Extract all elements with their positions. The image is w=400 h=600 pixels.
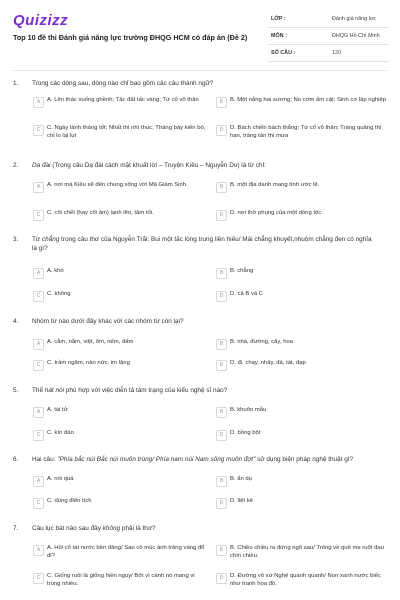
option-letter: C <box>33 291 44 302</box>
option-text: C. Giống ruồi là giống hiền ngụy/ Bởi vì cánh nó mang vi trùng nhiều. <box>47 573 195 587</box>
question-text-part: (Trong câu Dạ đài cách mặt khuất lời – Truyện Kiều – Nguyễn Du) là từ chỉ: <box>50 162 266 169</box>
option-letter: B <box>216 545 227 556</box>
option-letter: A <box>33 268 44 279</box>
option-letter: C <box>33 210 44 221</box>
question-text-part: Câu lục bát nào sau đây <box>32 525 103 532</box>
option-letter: C <box>33 125 44 136</box>
option-letter: A <box>33 339 44 350</box>
option-text: B. Chiều chiều ra đứng ngõ sau/ Trông về quê mẹ ruột đau chín chiều. <box>230 545 384 559</box>
option-letter: C <box>33 498 44 509</box>
question-text-emphasis: "Phía bắc núi Bắc núi muôn trùng/ Phía nam núi Nam sông muôn đợt" <box>57 456 256 463</box>
option-text: C. kín đáo <box>47 430 74 436</box>
question-text-part: Thể <box>32 387 45 394</box>
option-text: A. Lên thác xuống ghềnh; Tấc đất tấc vàng; Tứ cố vô thân <box>47 97 199 103</box>
meta-row-count <box>268 45 389 62</box>
option-letter: A <box>33 97 44 108</box>
option-letter: A <box>33 407 44 418</box>
question-text-emphasis: chẳng <box>41 236 60 243</box>
option-text: D. liệt kê <box>230 498 253 504</box>
option-text: B. Một nắng hai sương; No cơm ấm cật; Sinh cơ lập nghiệp <box>230 97 387 103</box>
option-text: D. nơi thờ phụng của một dòng tộc. <box>230 210 323 216</box>
question-text-part: Nhóm từ nào dưới đây khác với các nhóm từ còn lại? <box>32 318 184 325</box>
question-text <box>32 525 372 534</box>
page-title: Top 10 đề thi Đánh giá năng lực trường ĐHQG HCM có đáp án (Đề 2) <box>13 33 248 42</box>
option-letter: B <box>216 407 227 418</box>
option-letter: A <box>33 476 44 487</box>
option-letter: D <box>216 573 227 584</box>
question-number: 4. <box>13 318 19 325</box>
question-text-part: phải là thơ? <box>120 525 156 532</box>
option-text: C. dùng điển tích <box>47 498 92 504</box>
meta-label: MÔN : <box>271 33 287 39</box>
option-text: D. đi, chạy, nhảy, đá, tát, đạp <box>230 360 306 366</box>
meta-table <box>268 11 389 62</box>
option-text: B. khuôn mẫu <box>230 407 267 413</box>
option-text: C. không <box>47 291 71 297</box>
option-text: D. Đường vô xứ Nghệ quanh quanh/ Non xanh nước biếc như tranh họa đồ. <box>230 573 381 587</box>
question-number: 2. <box>13 162 19 169</box>
question-text <box>32 387 372 396</box>
option-letter: D <box>216 498 227 509</box>
question-text <box>32 456 372 465</box>
option-text: B. nhà, đường, cây, hoa <box>230 339 294 345</box>
option-letter: A <box>33 182 44 193</box>
option-text: C. cõi chết (hay cõi âm) lạnh lẽo, tăm tối. <box>47 210 154 216</box>
question-number: 6. <box>13 456 19 463</box>
meta-row-subject <box>268 28 389 45</box>
meta-value: ĐHQG Hồ Chí Minh <box>332 33 380 39</box>
question-number: 1. <box>13 80 19 87</box>
question-number: 5. <box>13 387 19 394</box>
option-text: B. chẳng <box>230 268 254 274</box>
worksheet-header <box>0 0 400 66</box>
option-text: A. nơi mà Kiều sẽ đến chung sống với Mã Giám Sinh. <box>47 182 188 188</box>
question-text-part: sử dụng biện pháp nghệ thuật gì? <box>255 456 354 463</box>
meta-label: SỐ CÂU : <box>271 50 296 56</box>
question-text <box>32 80 372 89</box>
question-text-part: Từ <box>32 236 42 243</box>
meta-value: 120 <box>332 50 341 56</box>
question-text <box>32 162 372 171</box>
option-text: A. nói quá <box>47 476 74 482</box>
option-text: B. ẩn dụ <box>230 476 252 482</box>
quizizz-logo: Quizizz <box>13 12 69 29</box>
question-text-part: phù hợp với việc diễn tả tâm trạng của kiểu nghệ sĩ nào? <box>64 387 228 394</box>
option-letter: D <box>216 291 227 302</box>
question-number: 7. <box>13 525 19 532</box>
option-letter: B <box>216 339 227 350</box>
option-text: D. Bách chiến bách thắng; Tứ cố vô thân; Tràng quăng thì hạn, tràng tán thì mưa <box>230 125 382 139</box>
option-letter: B <box>216 268 227 279</box>
option-letter: C <box>33 430 44 441</box>
option-letter: B <box>216 97 227 108</box>
question-text <box>32 318 372 327</box>
option-text: C. trầm ngâm, nào nức, im lặng <box>47 360 130 366</box>
option-text: A. khó <box>47 268 64 274</box>
option-text: A. tài tử <box>47 407 68 413</box>
option-letter: C <box>33 360 44 371</box>
option-text: B. một địa danh mang tính ước lệ. <box>230 182 320 188</box>
question-text-part: Hai câu: <box>32 456 58 463</box>
option-letter: D <box>216 210 227 221</box>
option-letter: D <box>216 360 227 371</box>
option-letter: C <box>33 573 44 584</box>
question-text-part: trong câu thơ của Nguyễn Trãi: Bui một tấc lòng trung liền hiếu/ Mài chẳng khuyết,nhuộm chẳng đen có nghĩa là gì? <box>32 236 372 252</box>
meta-row-class <box>268 11 389 28</box>
option-letter: A <box>33 545 44 556</box>
question-text-part: Trong các dòng sau, dòng nào chỉ bao gồm các câu thành ngữ? <box>32 80 214 87</box>
question-text-emphasis: Dạ đài <box>32 162 51 169</box>
question-number: 3. <box>13 236 19 243</box>
question-text-emphasis: hát nói <box>44 387 64 394</box>
option-text: D. bồng bột <box>230 430 261 436</box>
question-text-emphasis: không <box>102 525 121 532</box>
option-text: A. cằm, nằm, việt, ôm, nếm, đấm <box>47 339 134 345</box>
option-text: A. Hồi cô tát nước bên đàng/ Sao cô múc ánh trăng vàng đổ đi? <box>47 545 205 559</box>
header-divider <box>13 70 387 71</box>
meta-label: LỚP : <box>271 16 286 22</box>
option-letter: D <box>216 125 227 136</box>
option-letter: B <box>216 182 227 193</box>
meta-value: Đánh giá năng lực <box>332 16 377 22</box>
option-text: C. Ngày lành tháng tốt; Nhất thì nhì thục; Tháng bảy kiến bò, chỉ lo lại lụt <box>47 125 206 139</box>
question-text <box>32 236 372 253</box>
option-text: D. cả B và C <box>230 291 264 297</box>
option-letter: B <box>216 476 227 487</box>
option-letter: D <box>216 430 227 441</box>
